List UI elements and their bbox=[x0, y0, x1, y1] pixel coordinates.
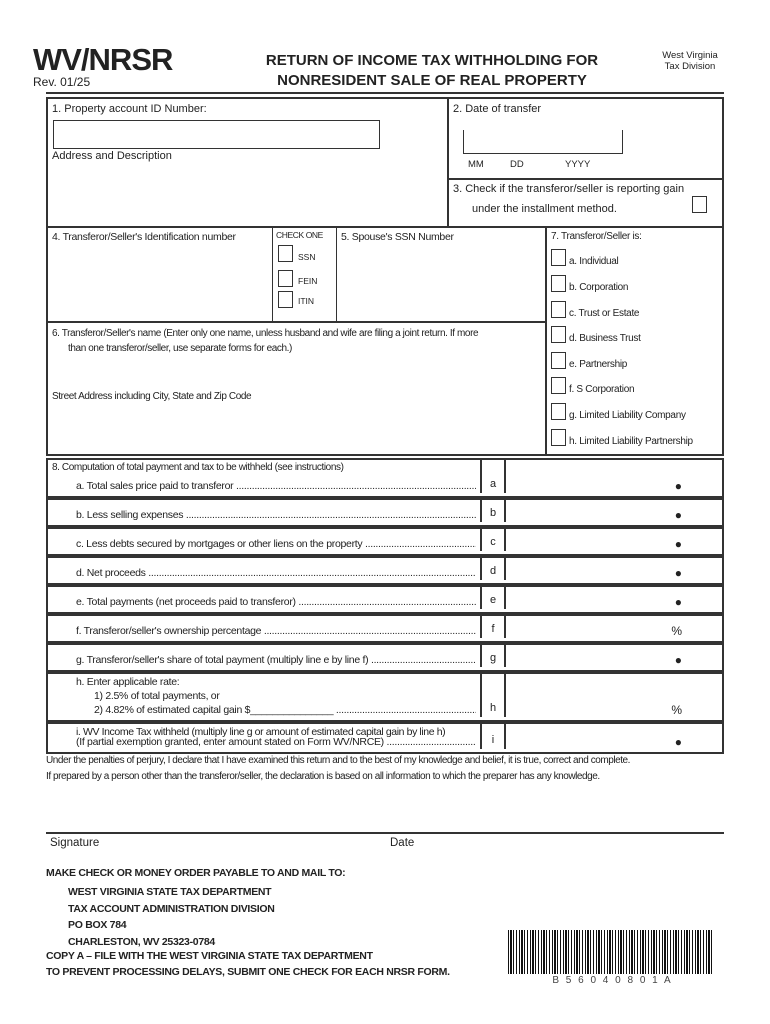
mail-address-line: WEST VIRGINIA STATE TAX DEPARTMENT bbox=[68, 886, 272, 898]
seller-type-business-trust-checkbox[interactable] bbox=[551, 326, 566, 343]
computation-heading: 8. Computation of total payment and tax to be withheld (see instructions) bbox=[52, 462, 344, 473]
divider bbox=[336, 226, 337, 322]
line-d-decimal: ● bbox=[674, 566, 682, 580]
barcode bbox=[508, 930, 713, 974]
line-h-letter: h bbox=[489, 702, 497, 714]
installment-label-1: 3. Check if the transferor/seller is reporting gain bbox=[453, 183, 685, 195]
seller-type-individual-label: a. Individual bbox=[569, 256, 619, 267]
seller-type-trust-estate-label: c. Trust or Estate bbox=[569, 308, 640, 319]
seller-type-corporation-checkbox[interactable] bbox=[551, 275, 566, 292]
property-id-input[interactable] bbox=[53, 120, 380, 149]
line-i-decimal: ● bbox=[674, 735, 682, 749]
divider bbox=[447, 178, 724, 180]
seller-type-corporation-label: b. Corporation bbox=[569, 282, 629, 293]
processing-notice: TO PREVENT PROCESSING DELAYS, SUBMIT ONE CHECK FOR EACH NRSR FORM. bbox=[46, 966, 450, 978]
agency-line2: Tax Division bbox=[664, 61, 716, 72]
seller-name-label-1: 6. Transferor/Seller's name (Enter only one name, unless husband and wife are filing a joint return. If more bbox=[52, 328, 479, 339]
mail-address-line: PO BOX 784 bbox=[68, 919, 127, 931]
date-dd-label: DD bbox=[510, 159, 524, 170]
copy-a-notice: COPY A – FILE WITH THE WEST VIRGINIA STATE TAX DEPARTMENT bbox=[46, 950, 373, 962]
divider bbox=[447, 97, 449, 228]
seller-type-trust-estate-checkbox[interactable] bbox=[551, 301, 566, 318]
line-c-input[interactable] bbox=[508, 529, 722, 554]
form-id: WV/NRSR bbox=[33, 42, 173, 77]
divider bbox=[46, 321, 546, 323]
date-transfer-label: 2. Date of transfer bbox=[453, 103, 542, 115]
date-mm-label: MM bbox=[468, 159, 484, 170]
line-g-letter: g bbox=[489, 652, 497, 664]
mail-address bbox=[68, 884, 275, 950]
agency-line1: West Virginia bbox=[662, 50, 718, 61]
section-1-3 bbox=[46, 97, 724, 228]
date-yyyy-label: YYYY bbox=[565, 159, 591, 170]
mail-address-line: CHARLESTON, WV 25323-0784 bbox=[68, 935, 215, 948]
line-f-input[interactable] bbox=[508, 616, 722, 641]
seller-type-s-corporation-checkbox[interactable] bbox=[551, 377, 566, 394]
line-b-label: b. Less selling expenses ..... bbox=[76, 509, 476, 521]
line-i-row bbox=[46, 722, 724, 754]
line-a-label: a. Total sales price paid to transferor ..... bbox=[76, 480, 476, 492]
line-e-label: e. Total payments (net proceeds paid to transferor) ..... bbox=[76, 596, 476, 608]
line-b-decimal: ● bbox=[674, 508, 682, 522]
barcode-text: B 5 6 0 4 0 8 0 1 A bbox=[510, 975, 715, 986]
seller-name-label-2: than one transferor/seller, use separate forms for each.) bbox=[68, 343, 292, 354]
line-i-label-2: (If partial exemption granted, enter amount stated on Form WV/NRCE) ..... bbox=[76, 736, 476, 748]
signature-label: Signature bbox=[50, 837, 100, 849]
declaration-line1: Under the penalties of perjury, I declare that I have examined this return and to the best of my knowledge and belief, it is true, correct and complete. bbox=[46, 755, 630, 766]
id-type-ssn-checkbox[interactable] bbox=[278, 245, 293, 262]
seller-type-partnership-checkbox[interactable] bbox=[551, 352, 566, 369]
line-f-letter: f bbox=[491, 623, 495, 635]
line-d-label: d. Net proceeds ..... bbox=[76, 567, 476, 579]
id-type-fein-checkbox[interactable] bbox=[278, 270, 293, 287]
declaration-line2: If prepared by a person other than the transferor/seller, the declaration is based on all information to which the preparer has any knowledge. bbox=[46, 771, 600, 782]
line-h-row bbox=[46, 672, 724, 722]
signature-line bbox=[46, 832, 724, 834]
revision: Rev. 01/25 bbox=[33, 75, 91, 89]
seller-type-business-trust-label: d. Business Trust bbox=[569, 333, 641, 344]
line-f-percent: % bbox=[671, 624, 682, 638]
line-a-decimal: ● bbox=[674, 479, 682, 493]
line-e-input[interactable] bbox=[508, 587, 722, 612]
line-e-letter: e bbox=[489, 594, 497, 606]
title-line1: RETURN OF INCOME TAX WITHHOLDING FOR bbox=[265, 52, 599, 69]
line-b-input[interactable] bbox=[508, 500, 722, 525]
id-type-itin-label: ITIN bbox=[298, 296, 315, 306]
signature-field[interactable] bbox=[46, 800, 376, 832]
header-rule bbox=[46, 92, 724, 94]
seller-type-llc-label: g. Limited Liability Company bbox=[569, 410, 686, 421]
line-f-row bbox=[46, 614, 724, 643]
property-id-label: 1. Property account ID Number: bbox=[52, 103, 207, 115]
seller-type-llc-checkbox[interactable] bbox=[551, 403, 566, 420]
seller-id-label: 4. Transferor/Seller's Identification number bbox=[52, 231, 236, 243]
line-e-row bbox=[46, 585, 724, 614]
seller-type-llp-label: h. Limited Liability Partnership bbox=[569, 436, 693, 447]
line-a-row bbox=[46, 460, 724, 498]
line-f-label: f. Transferor/seller's ownership percentage ..... bbox=[76, 625, 476, 637]
line-e-decimal: ● bbox=[674, 595, 682, 609]
signature-date-label: Date bbox=[390, 837, 415, 849]
line-g-decimal: ● bbox=[674, 653, 682, 667]
agency bbox=[650, 50, 730, 72]
signature-date-field[interactable] bbox=[388, 800, 724, 832]
line-c-decimal: ● bbox=[674, 537, 682, 551]
mail-heading: MAKE CHECK OR MONEY ORDER PAYABLE TO AND MAIL TO: bbox=[46, 867, 346, 879]
seller-type-llp-checkbox[interactable] bbox=[551, 429, 566, 446]
date-transfer-input[interactable] bbox=[463, 130, 623, 154]
line-i-letter: i bbox=[491, 734, 495, 746]
seller-type-s-corporation-label: f. S Corporation bbox=[569, 384, 635, 395]
line-a-letter: a bbox=[489, 478, 497, 490]
id-type-fein-label: FEIN bbox=[298, 276, 318, 286]
seller-type-partnership-label: e. Partnership bbox=[569, 359, 628, 370]
divider bbox=[545, 226, 547, 456]
divider bbox=[272, 226, 273, 322]
line-g-label: g. Transferor/seller's share of total payment (multiply line e by line f) ..... bbox=[76, 654, 476, 666]
mail-address-line: TAX ACCOUNT ADMINISTRATION DIVISION bbox=[68, 902, 275, 915]
line-c-row bbox=[46, 527, 724, 556]
line-h-heading: h. Enter applicable rate: bbox=[76, 676, 180, 688]
spouse-ssn-label: 5. Spouse's SSN Number bbox=[341, 231, 454, 243]
line-d-letter: d bbox=[489, 565, 497, 577]
line-b-row bbox=[46, 498, 724, 527]
line-d-row bbox=[46, 556, 724, 585]
line-g-row bbox=[46, 643, 724, 672]
line-g-input[interactable] bbox=[508, 645, 722, 670]
line-i-label-1: i. WV Income Tax withheld (multiply line g or amount of estimated capital gain by line h) bbox=[76, 726, 446, 738]
line-b-letter: b bbox=[489, 507, 497, 519]
line-a-input[interactable] bbox=[508, 460, 722, 496]
installment-checkbox[interactable] bbox=[692, 196, 707, 213]
check-one-label: CHECK ONE bbox=[276, 230, 323, 240]
line-d-input[interactable] bbox=[508, 558, 722, 583]
line-c-label: c. Less debts secured by mortgages or other liens on the property ..... bbox=[76, 538, 476, 550]
line-h-input[interactable] bbox=[508, 674, 722, 720]
line-h-option-1: 1) 2.5% of total payments, or bbox=[94, 690, 220, 702]
line-h-option-2: 2) 4.82% of estimated capital gain $_______________ ..... bbox=[94, 704, 476, 716]
seller-type-label: 7. Transferor/Seller is: bbox=[551, 231, 642, 242]
line-i-input[interactable] bbox=[508, 724, 722, 752]
line-h-percent: % bbox=[671, 703, 682, 717]
seller-type-individual-checkbox[interactable] bbox=[551, 249, 566, 266]
id-type-ssn-label: SSN bbox=[298, 252, 316, 262]
address-description-label: Address and Description bbox=[52, 150, 172, 162]
title-line2: NONRESIDENT SALE OF REAL PROPERTY bbox=[277, 72, 587, 89]
line-c-letter: c bbox=[490, 536, 496, 548]
installment-label-2: under the installment method. bbox=[472, 203, 617, 215]
street-address-label: Street Address including City, State and Zip Code bbox=[52, 391, 252, 402]
id-type-itin-checkbox[interactable] bbox=[278, 291, 293, 308]
